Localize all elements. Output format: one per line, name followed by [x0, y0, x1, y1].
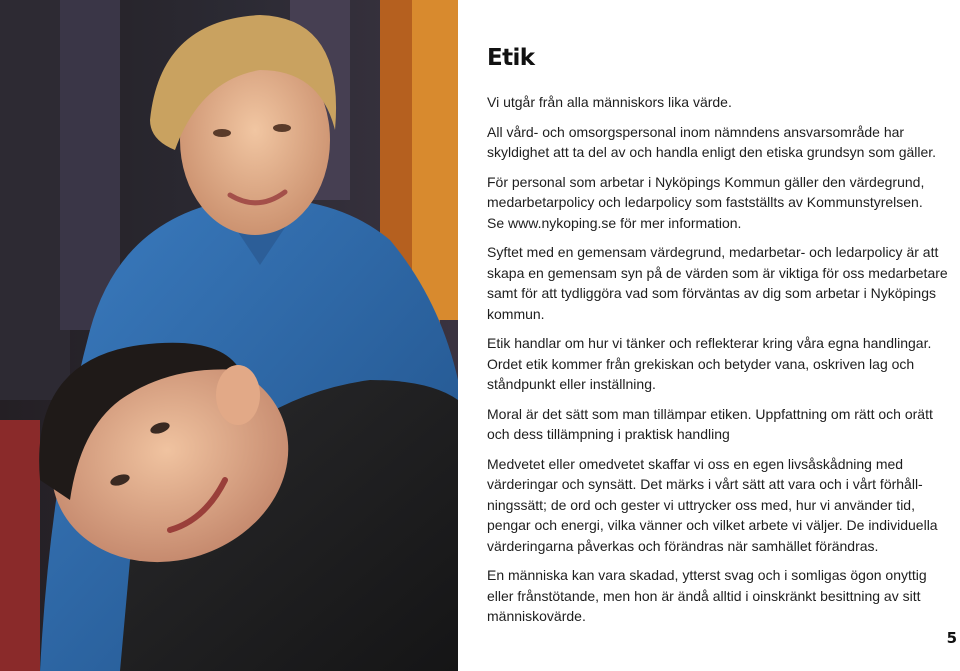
- photo-illustration: [0, 0, 458, 671]
- text-line: och dess tillämpning i praktisk handling: [487, 426, 730, 442]
- text-line: värderingarna påverkas och förändras när samhället förändras.: [487, 537, 879, 554]
- text-line: Medvetet eller omedvetet skaffar vi oss en egen livsåskådning med: [487, 455, 904, 472]
- text-line: medarbetarpolicy och ledarpolicy som fastställts av Kommunstyrelsen.: [487, 194, 923, 210]
- photo-two-people: [0, 0, 458, 671]
- paragraph: [487, 242, 947, 324]
- text-line: eller frånstötande, men hon är ändå alltid i oinskränkt besittning av sitt: [487, 587, 921, 604]
- paragraph: [487, 454, 947, 557]
- paragraph: [487, 122, 947, 163]
- text-line: samt för att tydliggöra vad som förväntas av dig som arbetar i Nyköpings: [487, 285, 936, 301]
- text-line: skyldighet att ta del av och handla enligt den etiska grundsyn som gäller.: [487, 144, 937, 160]
- text-line: All vård- och omsorgspersonal inom nämndens ansvarsområde har: [487, 123, 905, 140]
- text-line: Moral är det sätt som man tillämpar etiken. Uppfattning om rätt och orätt: [487, 405, 933, 422]
- text-line: Syftet med en gemensam värdegrund, medarbetar- och ledarpolicy är att: [487, 244, 939, 260]
- text-line: För personal som arbetar i Nyköpings Kommun gäller den värdegrund,: [487, 173, 925, 190]
- page-number: 5: [946, 629, 957, 647]
- text-line: ningssätt; de ord och gester vi uttrycker oss med, hur vi använder tid,: [487, 496, 915, 513]
- text-line: ståndpunkt eller inställning.: [487, 376, 656, 392]
- paragraph: [487, 565, 947, 627]
- text-line: värderingar och synsätt. Det märks i vårt sätt att vara och i vårt förhåll-: [487, 476, 923, 492]
- paragraph: [487, 404, 947, 445]
- text-line: Etik handlar om hur vi tänker och reflekterar kring våra egna handlingar.: [487, 335, 932, 351]
- paragraph: [487, 333, 947, 395]
- text-line: Ordet etik kommer från grekiskan och betyder vana, oskriven lag och: [487, 355, 915, 372]
- page-heading: Etik: [487, 45, 535, 71]
- text-line: Se www.nykoping.se för mer information.: [487, 214, 742, 231]
- text-line: människovärde.: [487, 608, 586, 624]
- text-line: kommun.: [487, 305, 545, 322]
- text-line: skapa en gemensam syn på de värden som är viktiga för oss medarbetare: [487, 264, 948, 281]
- text-column: [487, 44, 947, 636]
- text-line: Vi utgår från alla människors lika värde.: [487, 94, 732, 110]
- paragraph: [487, 172, 947, 234]
- paragraph: [487, 92, 947, 113]
- text-line: En människa kan vara skadad, ytterst svag och i somligas ögon onyttig: [487, 567, 927, 583]
- text-line: pengar och energi, vilka vänner och vilket arbete vi väljer. De individuella: [487, 517, 938, 533]
